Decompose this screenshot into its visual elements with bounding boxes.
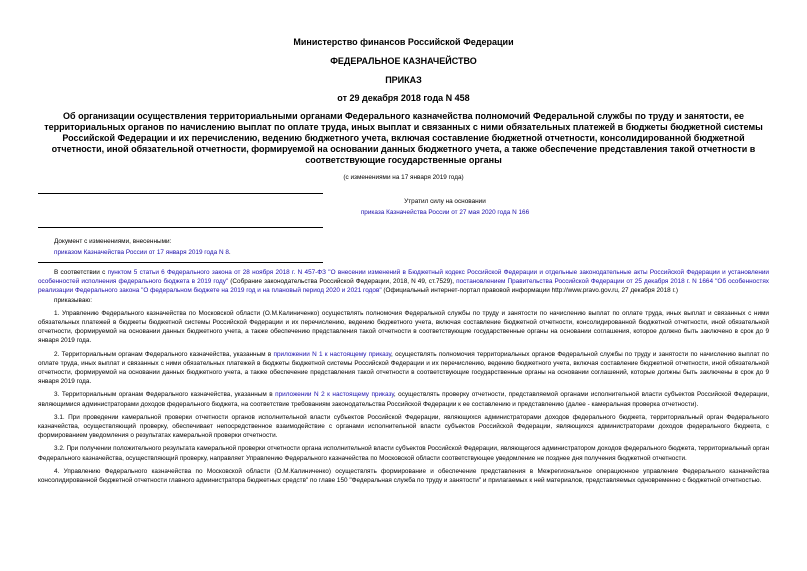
paragraph-3-1: 3.1. При проведении камеральной проверки отчетности органов исполнительной власти субъектов Российской Федерации, являющихся администраторами доходов федерального бюджета, территориальный орган Федерального казначейства, осуществляющий проверку, обеспечивает непосредственное взаимодействие с органами исполнительной власти субъектов Российской Федерации, являющихся администраторами доходов федерального бюджета, с формированием уведомления о результатах камеральной проверки отчетности.: [38, 413, 769, 440]
paragraph-3-2: 3.2. При получении положительного результата камеральной проверки отчетности органа исполнительной власти субъектов Российской Федерации, являющегося администратором доходов федерального бюджета, территориальный орган Федерального казначейства, осуществляющий проверку, направляет Управлению Федерального казначейства по Московской области соответствующее уведомление не позднее дня получения бюджетной отчетности.: [38, 445, 769, 462]
agency-name: ФЕДЕРАЛЬНОЕ КАЗНАЧЕЙСТВО: [330, 56, 477, 66]
preamble-paragraph: [38, 268, 769, 296]
divider: [38, 227, 323, 228]
ministry-name: Министерство финансов Российской Федерации: [293, 37, 514, 47]
changes-label: Документ с изменениями, внесенными:: [54, 238, 172, 245]
expired-link[interactable]: приказа Казначейства России от 27 мая 2020 года N 166: [360, 209, 530, 216]
decree-link[interactable]: постановлением Правительства Российской Федерации от 25 декабря 2018 г. N 1664 "Об особенностях реализации Федерального закона "О федеральном бюджете на 2019 год и на плановый период 2020 и 2021 годов": [38, 278, 769, 295]
paragraph-2: [38, 350, 769, 387]
paragraph-3: [38, 390, 769, 408]
revision-note: (с изменениями на 17 января 2019 года): [343, 174, 464, 181]
document-title: Об организации осуществления территориальными органами Федерального казначейства полномочий Федеральной службы по труду и занятости, ее территориальных органов по начислению выплат по оплате труда, иных выплат и связанных с ними обязательных платежей в бюджеты бюджетной системы Российской Федерации и их перечислению, ведению бюджетного учета, включая составление бюджетной отчетности, консолидированной бюджетной отчетности, иной обязательной отчетности, формируемой на основании данных бюджетного учета, а также обеспечение представления такой отчетности в соответствующие государственные органы: [44, 111, 763, 165]
paragraph-text: 3. Территориальным органам Федерального казначейства, указанным в: [54, 391, 276, 399]
paragraph-text: , осуществлять проверку отчетности, представляемой органами исполнительной власти субъектов Российской Федерации, являющимися администраторами доходов федерального бюджета, на соответствие требованиям законодательства Российской Федерации к ее составлению и представлению (далее - камеральная проверка отчетности).: [38, 391, 769, 408]
paragraph-1: 1. Управлению Федерального казначейства по Московской области (О.М.Калиниченко) осуществлять полномочия Федеральной службы по труду и занятости по начислению выплат по оплате труда, иных выплат и связанных с ними обязательных платежей в бюджеты бюджетной системы Российской Федерации и их перечислению, ведению бюджетного учета, включая составление бюджетной отчетности, консолидированной бюджетной отчетности, иной обязательной отчетности, формируемой на основании данных бюджетного учета, а также обеспечению представления такой отчетности в соответствующие государственные органы на основании соглашения, которое должно быть заключено в срок до 9 января 2019 года.: [38, 309, 769, 345]
divider: [38, 262, 323, 263]
law-link[interactable]: пунктом 5 статьи 6 Федерального закона от 28 ноября 2018 г. N 457-ФЗ "О внесении изменений в Бюджетный кодекс Российской Федерации и отдельные законодательные акты Российской Федерации и установлении особенностей исполнения федерального бюджета в 2019 году": [38, 269, 770, 286]
document-body: [38, 268, 769, 489]
expired-note: [310, 196, 580, 218]
paragraph-text: 2. Территориальным органам Федерального казначейства, указанным в: [54, 350, 274, 358]
divider: [38, 193, 323, 194]
order-word: приказываю:: [54, 296, 92, 304]
paragraph-text: , осуществлять полномочия территориальных органов Федеральной службы по труду и занятости по начислению выплат по оплате труда, иных выплат и связанных с ними обязательных платежей в бюджеты бюджетной системы Российской Федерации и их перечислению, ведению бюджетного учета, включая составление бюджетной отчетности, иной обязательной отчетности, формируемой на основании данных бюджетного учета, а также обеспечение представления такой отчетности в соответствующие государственные органы на основании соглашений, которые должны быть заключены в срок до 9 января 2019 года.: [38, 350, 769, 386]
document-type: ПРИКАЗ: [385, 75, 422, 85]
preamble-text: (Официальный интернет-портал правовой информации http://www.pravo.gov.ru, 27 декабря 2018 г.): [381, 287, 678, 295]
preamble-text: В соответствии с: [54, 269, 108, 276]
changes-block: [38, 236, 231, 258]
expired-text: Утратил силу на основании: [404, 198, 486, 205]
changes-line: [54, 247, 231, 258]
appendix-2-link[interactable]: приложении N 2 к настоящему приказу: [275, 391, 394, 399]
appendix-1-link[interactable]: приложении N 1 к настоящему приказу: [273, 350, 392, 358]
document-date-number: от 29 декабря 2018 года N 458: [337, 93, 470, 103]
paragraph-4: 4. Управлению Федерального казначейства по Московской области (О.М.Калиниченко) осуществлять формирование и обеспечение представления в Межрегиональное операционное управление Федерального казначейства консолидированной бюджетной отчетности главного администратора бюджетных средств" по главе 150 "Федеральная служба по труду и занятости" и прилагаемых к ней материалов, представляемых одновременно с бюджетной отчетностью.: [38, 467, 769, 485]
preamble-text: (Собрание законодательства Российской Федерации, 2018, N 49, ст.7529),: [228, 278, 457, 286]
changes-suffix: .: [228, 249, 231, 256]
changes-link[interactable]: приказом Казначейства России от 17 января 2019 года N 8: [54, 249, 229, 256]
